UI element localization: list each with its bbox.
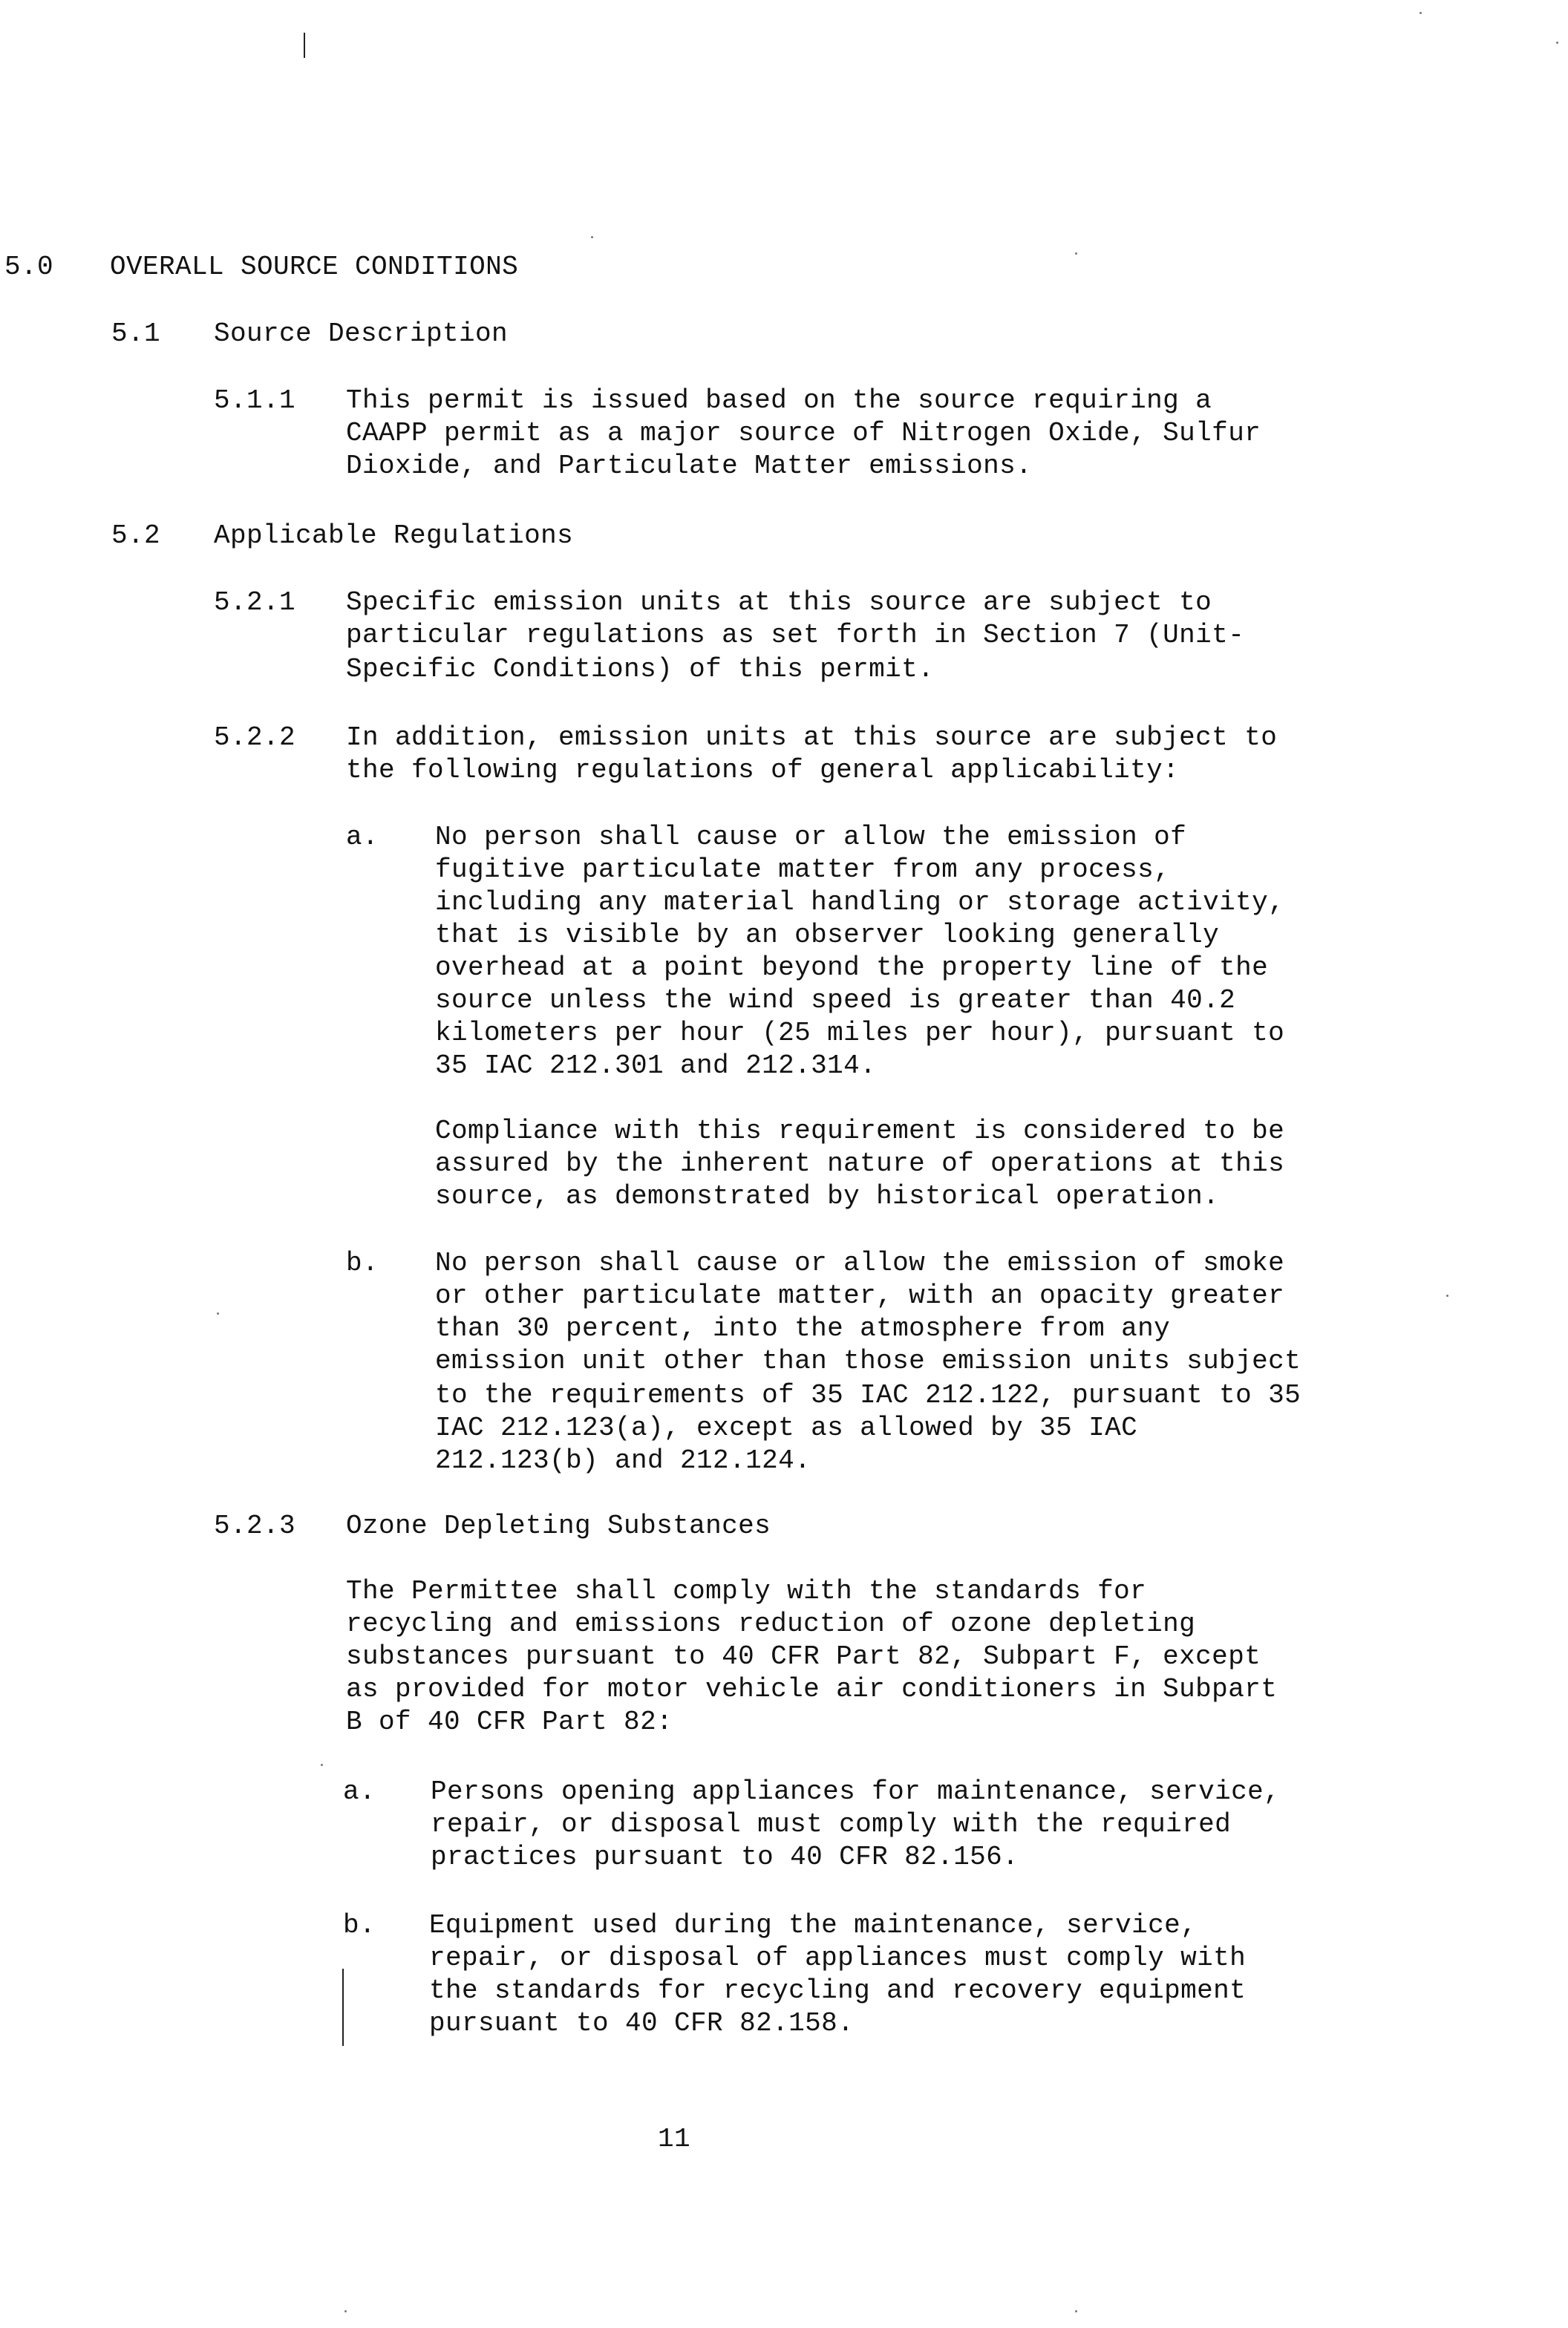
page-number: 11 [658, 2124, 691, 2154]
item-line: Equipment used during the maintenance, service, [429, 1910, 1198, 1940]
paragraph-line: In addition, emission units at this source are subject to [346, 722, 1278, 753]
revision-bar [342, 1969, 344, 2046]
scan-speck [1420, 12, 1422, 14]
paragraph-line: as provided for motor vehicle air conditioners in Subpart [346, 1674, 1278, 1704]
item-line: repair, or disposal of appliances must comply with [429, 1943, 1247, 1973]
item-label: a. [343, 1776, 376, 1807]
subsection-title: Source Description [214, 318, 509, 349]
note-line: source, as demonstrated by historical operation. [435, 1181, 1220, 1212]
note-line: Compliance with this requirement is considered to be [435, 1116, 1285, 1146]
paragraph-line: Specific Conditions) of this permit. [346, 654, 935, 684]
scan-speck [1446, 1295, 1448, 1297]
item-line: the standards for recycling and recovery equipment [429, 1975, 1247, 2006]
item-line: than 30 percent, into the atmosphere from any [435, 1313, 1171, 1344]
paragraph-line: This permit is issued based on the source requiring a [346, 385, 1212, 416]
subsection-number: 5.2 [111, 520, 161, 551]
item-line: kilometers per hour (25 miles per hour), pursuant to [435, 1018, 1285, 1048]
scan-speck [1556, 42, 1558, 44]
subsection-number: 5.1 [111, 318, 161, 349]
paragraph-line: B of 40 CFR Part 82: [346, 1707, 673, 1737]
paragraph-line: substances pursuant to 40 CFR Part 82, Subpart F, except [346, 1641, 1261, 1672]
paragraph-line: the following regulations of general applicability: [346, 755, 1180, 785]
paragraph-line: CAAPP permit as a major source of Nitrogen Oxide, Sulfur [346, 418, 1261, 448]
item-line: fugitive particulate matter from any process, [435, 854, 1171, 885]
item-line: repair, or disposal must comply with the required [431, 1809, 1232, 1840]
clause-number: 5.2.1 [214, 587, 296, 618]
note-line: assured by the inherent nature of operations at this [435, 1148, 1285, 1179]
item-line: pursuant to 40 CFR 82.158. [429, 2008, 855, 2038]
clause-number: 5.2.2 [214, 722, 296, 753]
item-line: or other particulate matter, with an opacity greater [435, 1281, 1285, 1311]
scan-speck [1075, 2310, 1077, 2312]
scan-speck [1075, 252, 1077, 255]
clause-number: 5.2.3 [214, 1511, 296, 1541]
section-title: OVERALL SOURCE CONDITIONS [110, 252, 519, 282]
scan-speck [321, 1764, 323, 1766]
item-line: 35 IAC 212.301 and 212.314. [435, 1050, 877, 1081]
item-line: 212.123(b) and 212.124. [435, 1445, 811, 1476]
item-line: No person shall cause or allow the emission of [435, 822, 1187, 852]
item-line: source unless the wind speed is greater than 40.2 [435, 985, 1236, 1016]
item-label: b. [343, 1910, 376, 1940]
item-line: practices pursuant to 40 CFR 82.156. [431, 1842, 1019, 1872]
paragraph-line: The Permittee shall comply with the standards for [346, 1576, 1147, 1606]
clause-title: Ozone Depleting Substances [346, 1511, 771, 1541]
item-line: including any material handling or storage activity, [435, 887, 1285, 918]
section-number: 5.0 [4, 252, 54, 282]
paragraph-line: recycling and emissions reduction of ozone depleting [346, 1609, 1196, 1639]
item-line: to the requirements of 35 IAC 212.122, pursuant to 35 [435, 1380, 1301, 1410]
item-label: b. [346, 1248, 379, 1278]
clause-number: 5.1.1 [214, 385, 296, 416]
item-line: Persons opening appliances for maintenance, service, [431, 1776, 1281, 1807]
scan-speck [217, 1312, 219, 1315]
paragraph-line: Specific emission units at this source are subject to [346, 587, 1212, 618]
paragraph-line: particular regulations as set forth in Section 7 (Unit- [346, 620, 1245, 650]
item-line: that is visible by an observer looking generally [435, 920, 1220, 950]
item-label: a. [346, 822, 379, 852]
item-line: No person shall cause or allow the emission of smoke [435, 1248, 1285, 1278]
subsection-title: Applicable Regulations [214, 520, 574, 551]
paragraph-line: Dioxide, and Particulate Matter emissions. [346, 451, 1033, 481]
item-line: IAC 212.123(a), except as allowed by 35 IAC [435, 1413, 1138, 1443]
item-line: overhead at a point beyond the property line of the [435, 952, 1269, 983]
scan-speck [344, 2310, 347, 2312]
scan-speck [591, 236, 593, 238]
item-line: emission unit other than those emission units subject [435, 1346, 1301, 1376]
scan-mark [304, 33, 305, 58]
